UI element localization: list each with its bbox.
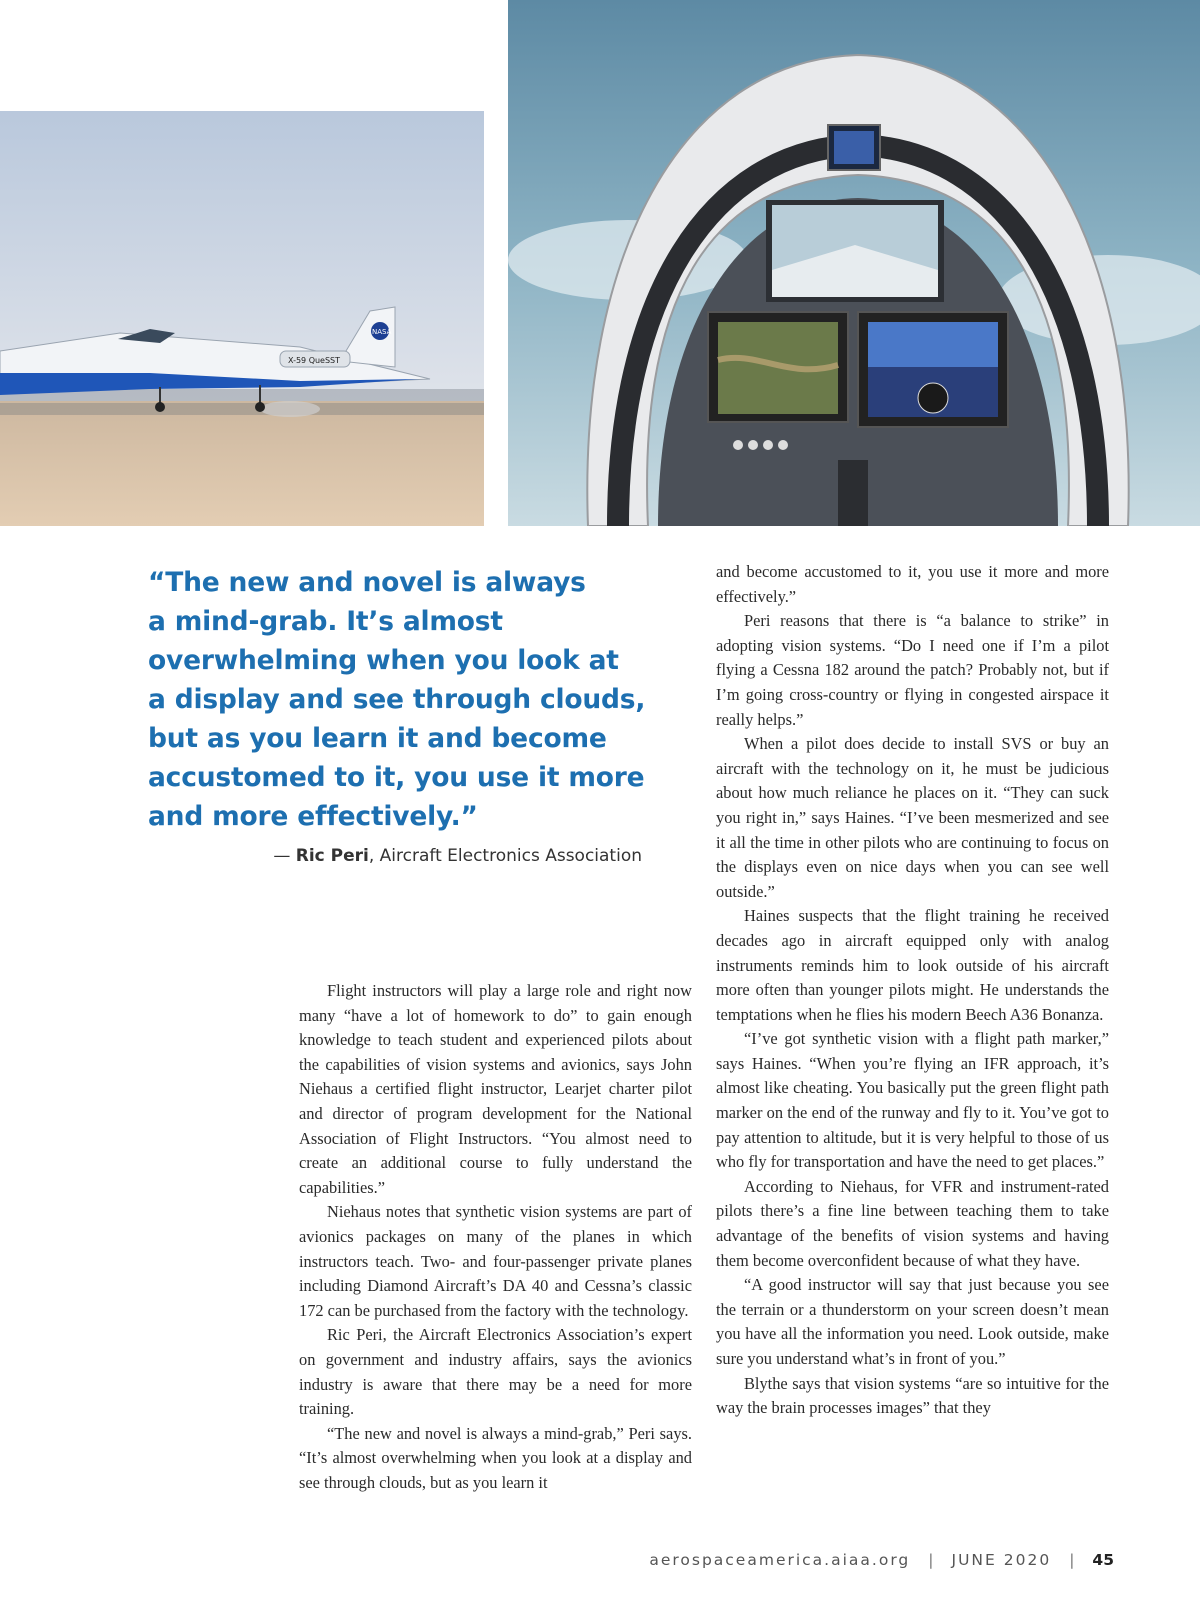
page-number: 45 xyxy=(1092,1551,1114,1569)
pull-quote-line: a display and see through clouds, xyxy=(148,684,646,715)
pull-quote-attribution xyxy=(273,846,642,866)
body-column-left xyxy=(299,979,692,1495)
body-paragraph: When a pilot does decide to install SVS or buy an aircraft with the technology on it, he must be judicious about how much reliance he places on it. “They can suck you right in,” says Haines. “I’ve been mesmerized and see it all the time in other pilots who are continuing to focus on the displays even on nice days when you can see well outside.” xyxy=(716,734,1109,901)
pull-quote-line: and more effectively.” xyxy=(148,801,478,832)
pull-quote xyxy=(148,563,648,836)
body-paragraph-continued: and become accustomed to it, you use it more and more effectively.” xyxy=(716,562,1109,606)
body-paragraph: Niehaus notes that synthetic vision systems are part of avionics packages on many of the planes in which instructors teach. Two- and four-passenger private planes including Diamond Aircraft’s DA 40 and Cessna’s classic 172 can be purchased from the factory with the technology. xyxy=(299,1202,692,1320)
attribution-name: Ric Peri xyxy=(295,846,369,866)
body-paragraph: Blythe says that vision systems “are so intuitive for the way the brain processes images” that they xyxy=(716,1373,1109,1418)
pull-quote-line: accustomed to it, you use it more xyxy=(148,762,645,793)
pull-quote-line: “The new and novel is always xyxy=(148,567,586,598)
cockpit-illustration xyxy=(508,0,1200,526)
x59-runway-photo xyxy=(0,111,484,526)
attribution-affiliation: , Aircraft Electronics Association xyxy=(368,846,642,866)
body-column-right xyxy=(716,560,1109,1421)
nasa-logo-text: NASA xyxy=(372,328,392,336)
pull-quote-line: but as you learn it and become xyxy=(148,723,607,754)
body-paragraph: “A good instructor will say that just because you see the terrain or a thunderstorm on your screen doesn’t mean you have all the information you need. Look outside, make sure you understand what’s in front of you.” xyxy=(716,1275,1109,1368)
body-paragraph: Flight instructors will play a large role and right now many “have a lot of homework to do” to gain enough knowledge to teach student and experienced pilots about the capabilities of vision systems and avionics, says John Niehaus a certified flight instructor, Learjet charter pilot and director of program development for the National Association of Flight Instructors. “You almost need to create an additional course to fully understand the capabilities.” xyxy=(299,981,692,1197)
x59-cockpit-photo xyxy=(508,0,1200,526)
body-paragraph: “The new and novel is always a mind-grab,” Peri says. “It’s almost overwhelming when you look at a display and see through clouds, but as you learn it xyxy=(299,1423,692,1492)
body-paragraph: According to Niehaus, for VFR and instrument-rated pilots there’s a fine line between teaching them to take advantage of the benefits of vision systems and having them become overconfident because of what they have. xyxy=(716,1176,1109,1270)
body-paragraph: Haines suspects that the flight training he received decades ago in aircraft equipped only with analog instruments reminds him to look outside of his aircraft more often than younger pilots might. He understands the temptations when he flies his modern Beech A36 Bonanza. xyxy=(716,906,1109,1024)
body-paragraph: Ric Peri, the Aircraft Electronics Association’s expert on government and industry affairs, says the avionics industry is aware that there may be a need for more training. xyxy=(299,1325,692,1419)
page-footer xyxy=(649,1551,1114,1569)
footer-site-url: aerospaceamerica.aiaa.org xyxy=(649,1551,911,1569)
x59-tail-label: X-59 QueSST xyxy=(288,356,341,365)
footer-separator: | xyxy=(1069,1551,1075,1569)
pull-quote-line: a mind-grab. It’s almost xyxy=(148,606,503,637)
body-paragraph: “I’ve got synthetic vision with a flight path marker,” says Haines. “When you’re flying an IFR approach, it’s almost like cheating. You basically put the green flight path marker on the end of the runway and fly to it. You’ve got to pay attention to altitude, but it is very helpful to those of us who fly for transportation and have the need to get places.” xyxy=(716,1029,1109,1172)
footer-separator: | xyxy=(928,1551,934,1569)
x59-runway-illustration xyxy=(0,111,484,526)
pull-quote-line: overwhelming when you look at xyxy=(148,645,619,676)
footer-issue-date: JUNE 2020 xyxy=(951,1551,1052,1569)
attribution-dash: — xyxy=(273,846,296,866)
body-paragraph: Peri reasons that there is “a balance to strike” in adopting vision systems. “Do I need one if I’m a pilot flying a Cessna 182 around the patch? Probably not, but if I’m going cross-country or flying in congested airspace it really helps.” xyxy=(716,611,1109,729)
